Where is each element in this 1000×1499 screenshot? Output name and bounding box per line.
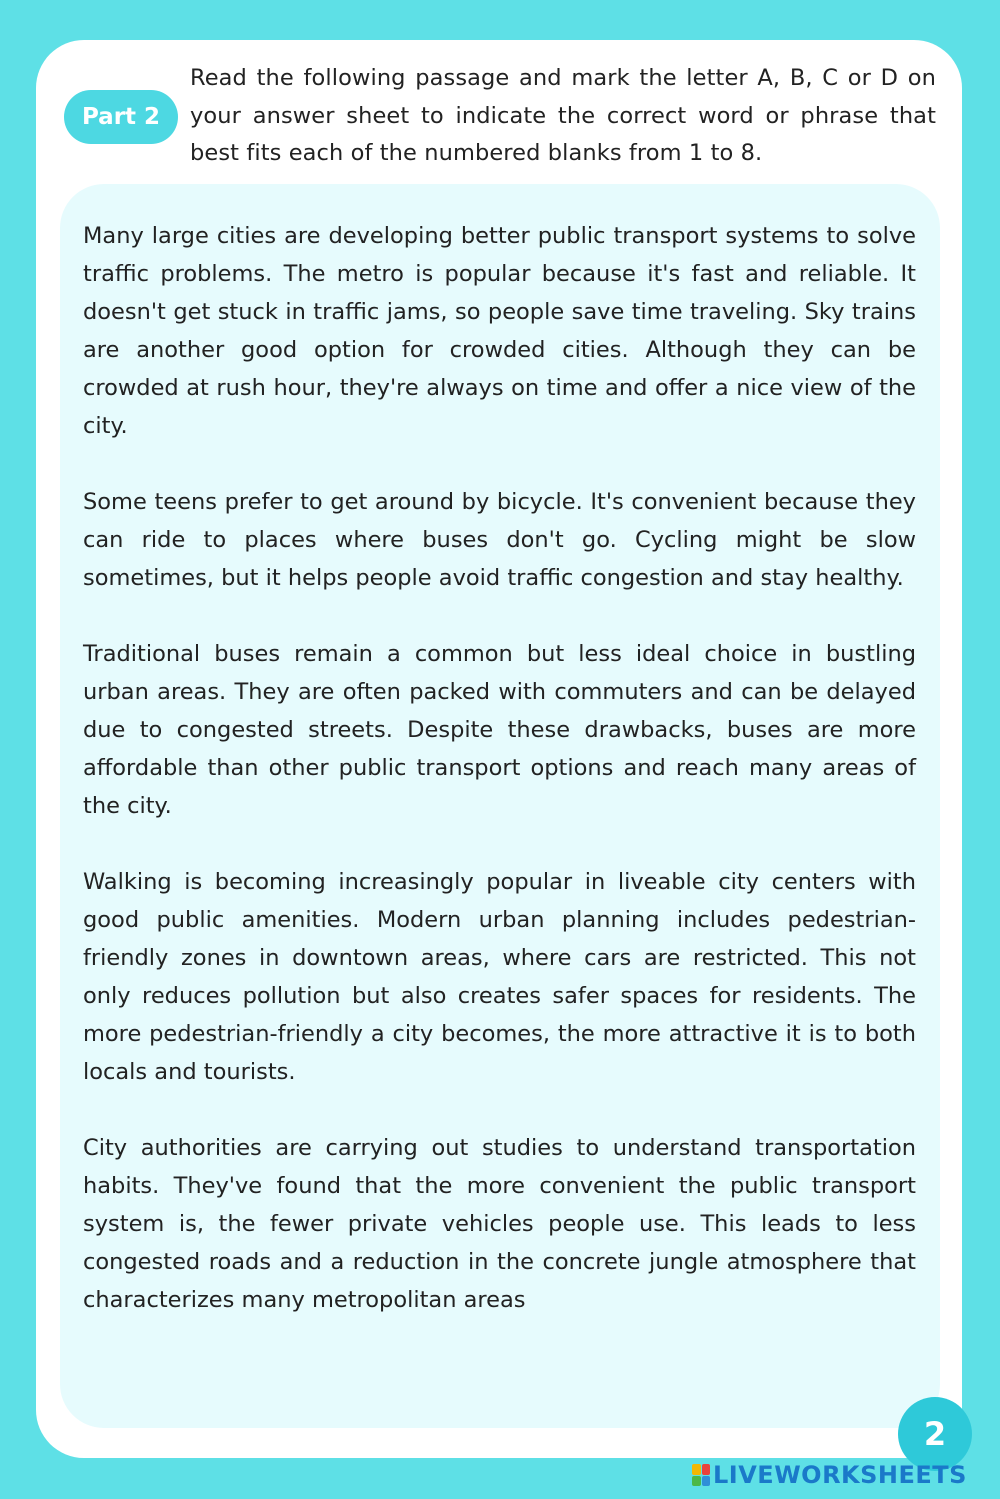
page-number-badge: 2 [898,1397,972,1471]
brand-name: LIVEWORKSHEETS [713,1461,967,1489]
instructions-text: Read the following passage and mark the letter A, B, C or D on your answer sheet to indicate the correct word or phrase that best fits each of the numbered blanks from 1 to 8. [190,65,936,166]
reading-passage [83,217,916,1357]
passage-paragraph-5: City authorities are carrying out studies to understand transportation habits. They've found that the more convenient the public transport system is, the fewer private vehicles people use. This leads to less congested roads and a reduction in the concrete jungle atmosphere that characterizes many metropolitan areas [83,1135,916,1313]
passage-paragraph-1: Many large cities are developing better public transport systems to solve traffic problems. The metro is popular because it's fast and reliable. It doesn't get stuck in traffic jams, so people save time traveling. Sky trains are another good option for crowded cities. Although they can be crowded at rush hour, they're always on time and offer a nice view of the city. [83,223,916,439]
passage-paragraph-2: Some teens prefer to get around by bicycle. It's convenient because they can ride to places where buses don't go. Cycling might be slow sometimes, but it helps people avoid traffic congestion and stay healthy. [83,489,916,591]
passage-paragraph-3: Traditional buses remain a common but less ideal choice in bustling urban areas. They are often packed with commuters and can be delayed due to congested streets. Despite these drawbacks, buses are more affordable than other public transport options and reach many areas of the city. [83,641,916,819]
liveworksheets-logo-icon [692,1464,710,1486]
passage-paragraph-4: Walking is becoming increasingly popular in liveable city centers with good public amenities. Modern urban planning includes pedestrian-friendly zones in downtown areas, where cars are restricted. This not only reduces pollution but also creates safer spaces for residents. The more pedestrian-friendly a city becomes, the more attractive it is to both locals and tourists. [83,869,916,1085]
part-badge: Part 2 [64,90,178,144]
liveworksheets-brand[interactable] [692,1460,967,1490]
